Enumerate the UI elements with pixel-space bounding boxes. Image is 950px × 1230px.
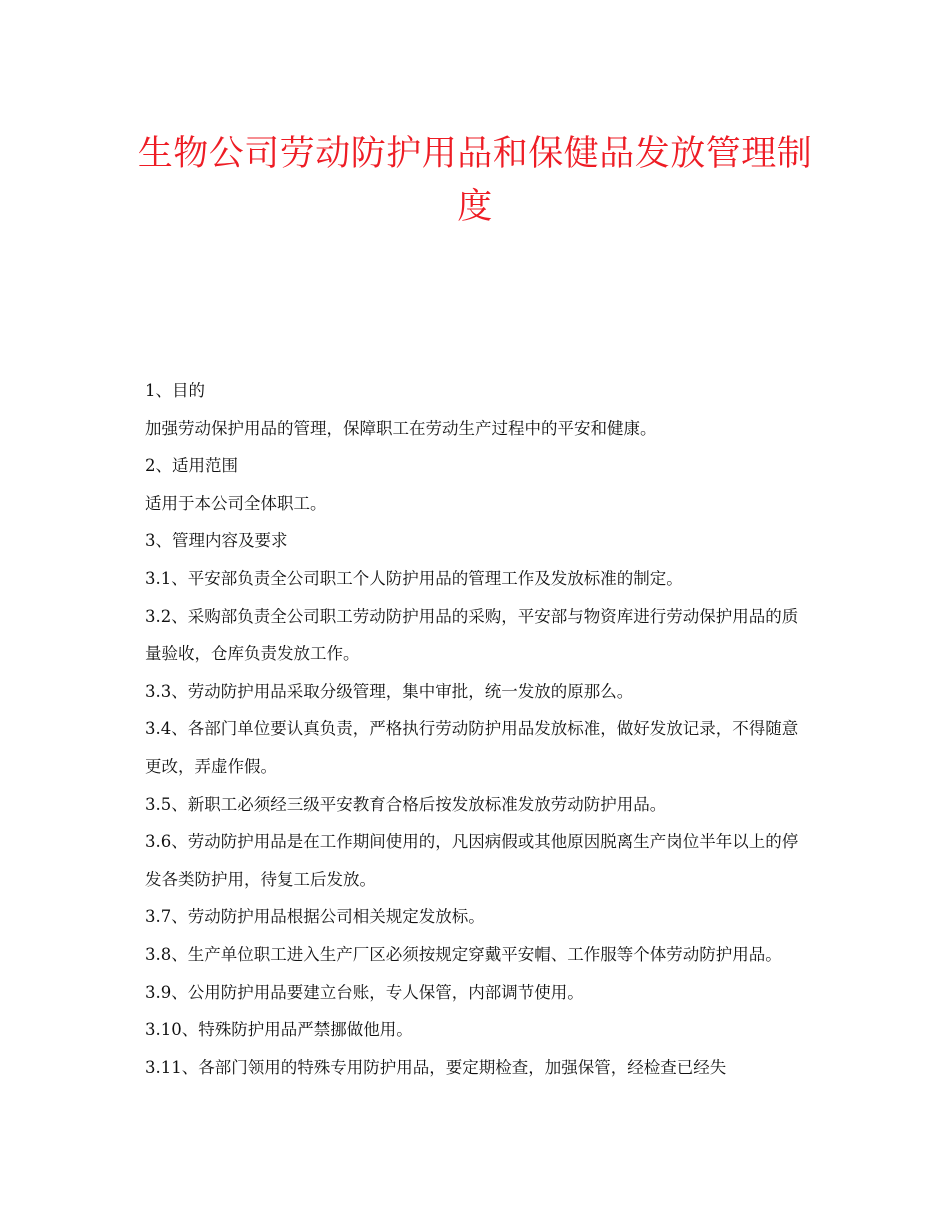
document-body: [145, 372, 811, 1086]
clause-3-1: 3.1、平安部负责全公司职工个人防护用品的管理工作及发放标准的制定。: [145, 568, 683, 588]
clause-3-6: 3.6、劳动防护用品是在工作期间使用的，凡因病假或其他原因脱离生产岗位半年以上的停发各类防护用，待复工后发放。: [145, 832, 799, 889]
document-title: 生物公司劳动防护用品和保健品发放管理制度: [137, 134, 813, 227]
clause-3-7: 3.7、劳动防护用品根据公司相关规定发放标。: [145, 907, 485, 927]
clause-3-11: 3.11、各部门领用的特殊专用防护用品，要定期检查，加强保管，经检查已经失: [145, 1057, 727, 1077]
clause-3-5: 3.5、新职工必须经三级平安教育合格后按发放标准发放劳动防护用品。: [145, 794, 667, 814]
paragraph-purpose: 加强劳动保护用品的管理，保障职工在劳动生产过程中的平安和健康。: [145, 418, 657, 438]
section-heading-scope: 2、适用范围: [145, 456, 238, 476]
clause-3-8: 3.8、生产单位职工进入生产厂区必须按规定穿戴平安帽、工作服等个体劳动防护用品。: [145, 944, 782, 964]
clause-3-3: 3.3、劳动防护用品采取分级管理，集中审批，统一发放的原那么。: [145, 681, 634, 701]
clause-3-10: 3.10、特殊防护用品严禁挪做他用。: [145, 1020, 413, 1040]
clause-3-4: 3.4、各部门单位要认真负责，严格执行劳动防护用品发放标准，做好发放记录，不得随意更改，弄虚作假。: [145, 719, 799, 776]
section-heading-purpose: 1、目的: [145, 381, 205, 400]
clause-3-9: 3.9、公用防护用品要建立台账，专人保管，内部调节使用。: [145, 982, 584, 1002]
paragraph-scope: 适用于本公司全体职工。: [145, 493, 327, 513]
clause-3-2: 3.2、采购部负责全公司职工劳动防护用品的采购，平安部与物资库进行劳动保护用品的质量验收，仓库负责发放工作。: [145, 606, 799, 664]
section-heading-requirements: 3、管理内容及要求: [145, 531, 288, 551]
